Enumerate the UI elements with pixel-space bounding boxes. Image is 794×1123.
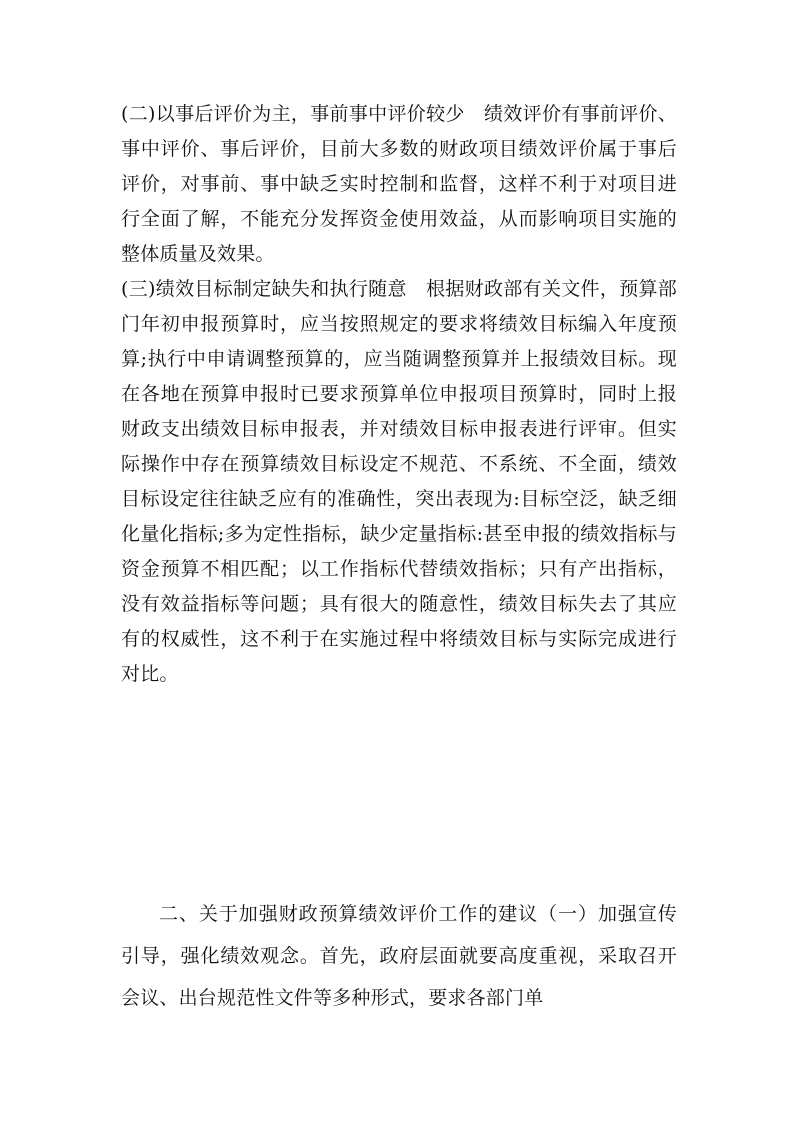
- paragraph-performance-targets: (三)绩效目标制定缺失和执行随意 根据财政部有关文件，预算部门年初申报预算时，应当按照规定的要求将绩效目标编入年度预算;执行中申请调整预算的，应当随调整预算并上报绩效目标。现在各地在预算申报时已要求预算单位申报项目预算时，同时上报财政支出绩效目标申报表，并对绩效目标申报表进行评审。但实际操作中存在预算绩效目标设定不规范、不系统、不全面，绩效目标设定往往缺乏应有的准确性，突出表现为:目标空泛，缺乏细化量化指标;多为定性指标，缺少定量指标:甚至申报的绩效指标与资金预算不相匹配；以工作指标代替绩效指标；只有产出指标，没有效益指标等问题；具有很大的随意性，绩效目标失去了其应有的权威性，这不利于在实施过程中将绩效目标与实际完成进行对比。: [121, 278, 677, 685]
- paragraph-recommendations: 二、关于加强财政预算绩效评价工作的建议（一）加强宣传引导，强化绩效观念。首先，政府层面就要高度重视，采取召开会议、出台规范性文件等多种形式，要求各部门单: [121, 903, 677, 1009]
- paragraph-evaluation-timing: (二)以事后评价为主，事前事中评价较少 绩效评价有事前评价、事中评价、事后评价，目前大多数的财政项目绩效评价属于事后评价，对事前、事中缺乏实时控制和监督，这样不利于对项目进行全面了解，不能充分发挥资金使用效益，从而影响项目实施的整体质量及效果。: [121, 103, 677, 265]
- section-two-text: [121, 893, 677, 1019]
- body-text: [121, 97, 677, 692]
